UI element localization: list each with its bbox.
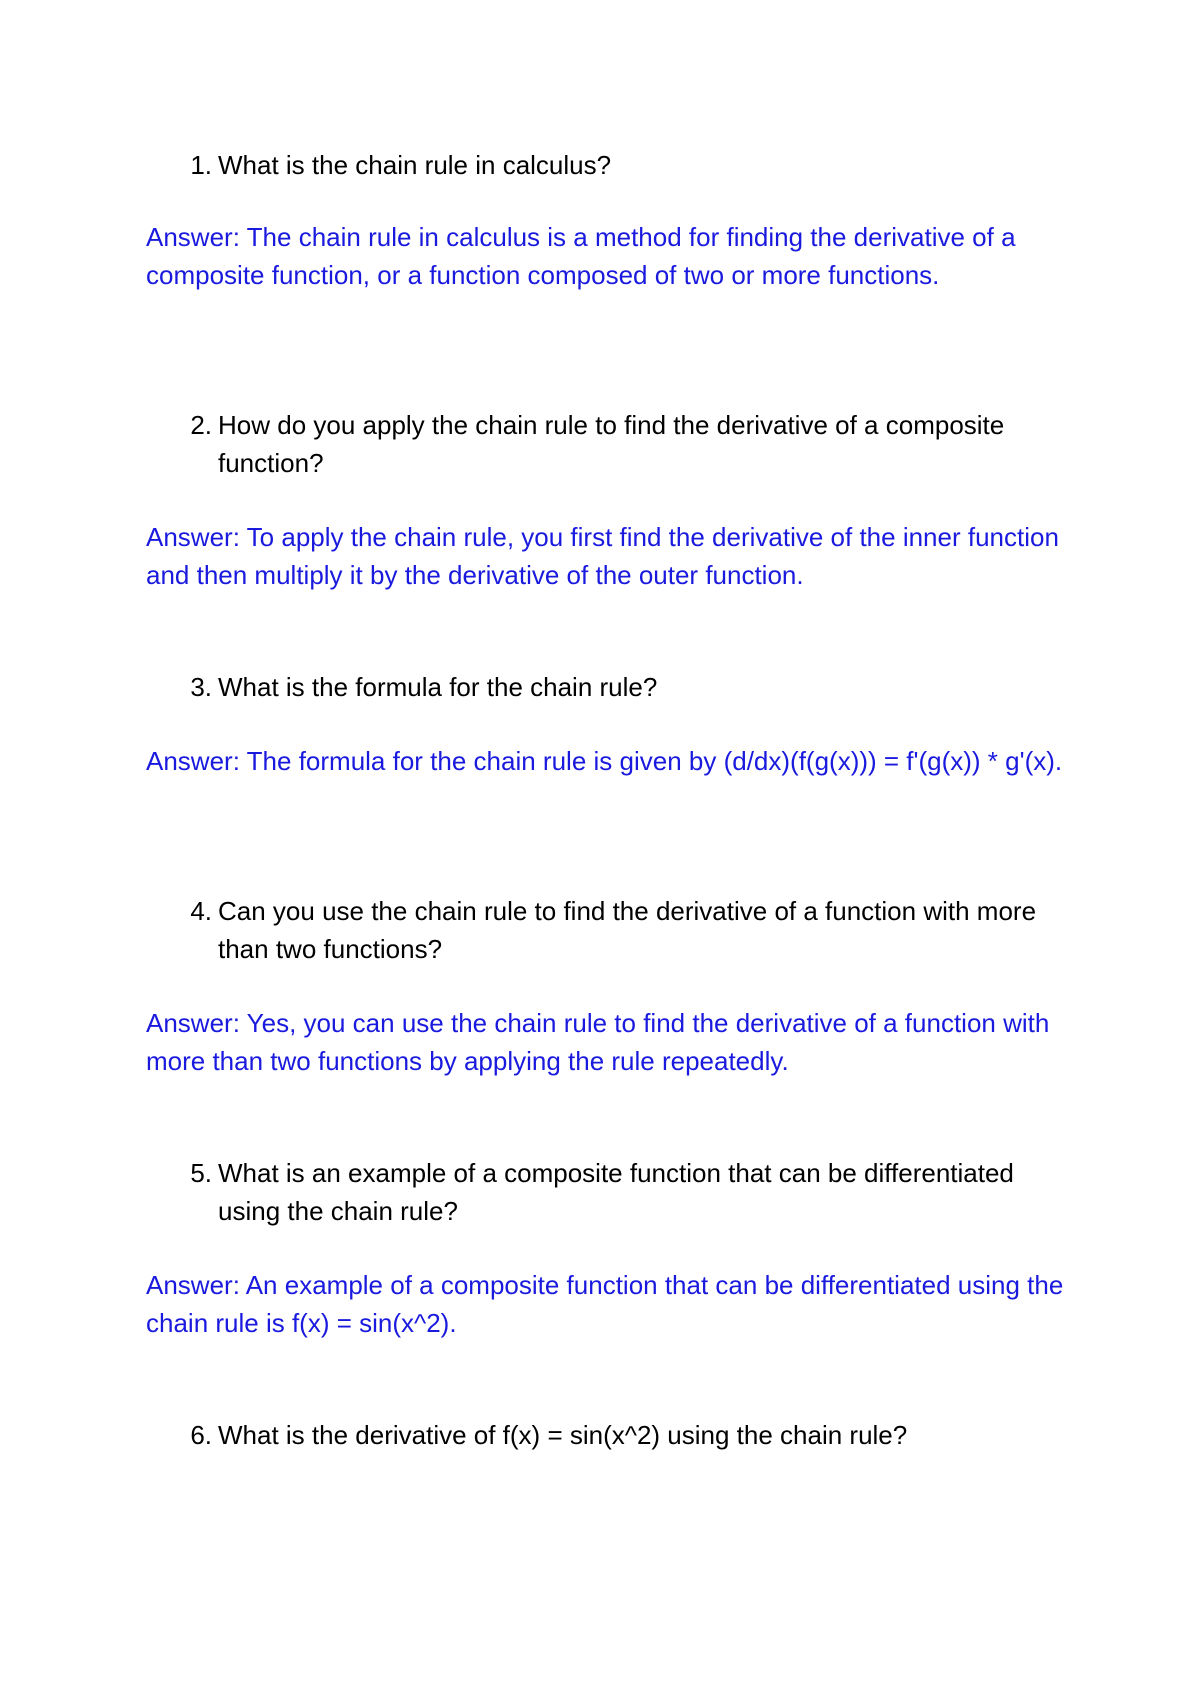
question-text: Can you use the chain rule to find the derivative of a function with more than two functions? xyxy=(218,896,1037,964)
question-number: 4. xyxy=(190,896,212,926)
answer-3: Answer: The formula for the chain rule is given by (d/dx)(f(g(x))) = f'(g(x)) * g'(x). xyxy=(146,746,1063,776)
question-text: What is an example of a composite function that can be differentiated using the chain rule? xyxy=(218,1158,1014,1226)
question-6 xyxy=(190,1416,1078,1454)
question-text: What is the chain rule in calculus? xyxy=(218,150,612,180)
question-text: How do you apply the chain rule to find the derivative of a composite function? xyxy=(218,410,1005,478)
answer-2: Answer: To apply the chain rule, you first find the derivative of the inner function and then multiply it by the derivative of the outer function. xyxy=(146,522,1059,590)
question-4 xyxy=(190,892,1078,968)
question-number: 1. xyxy=(190,150,212,180)
answer-1: Answer: The chain rule in calculus is a method for finding the derivative of a composite function, or a function composed of two or more functions. xyxy=(146,222,1016,290)
question-number: 5. xyxy=(190,1158,212,1188)
answer-4: Answer: Yes, you can use the chain rule to find the derivative of a function with more than two functions by applying the rule repeatedly. xyxy=(146,1008,1050,1076)
question-5 xyxy=(190,1154,1078,1230)
question-text: What is the formula for the chain rule? xyxy=(218,672,658,702)
question-number: 6. xyxy=(190,1420,212,1450)
question-number: 3. xyxy=(190,672,212,702)
question-text: What is the derivative of f(x) = sin(x^2) using the chain rule? xyxy=(218,1420,908,1450)
question-2 xyxy=(190,406,1078,482)
question-3 xyxy=(190,668,1078,706)
question-number: 2. xyxy=(190,410,212,440)
question-1 xyxy=(190,146,1078,184)
answer-5: Answer: An example of a composite function that can be differentiated using the chain rule is f(x) = sin(x^2). xyxy=(146,1270,1064,1338)
